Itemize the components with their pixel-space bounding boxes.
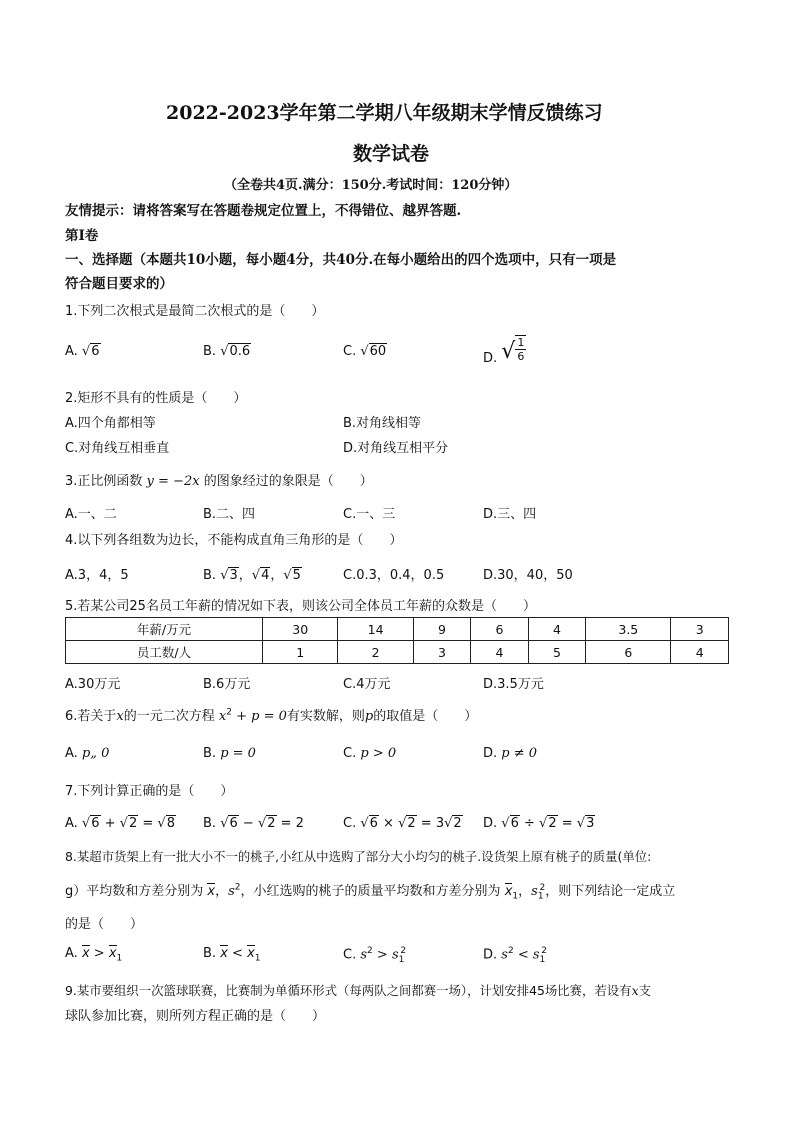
q2-option-d: D.对角线互相平分 (343, 441, 449, 456)
q8-option-d: D. $s^2 < s_1^2$ (483, 946, 548, 965)
table-cell: 3.5 (586, 618, 671, 641)
table-cell: 4 (471, 641, 528, 664)
exam-info: （全卷共4页.满分：150分.考试时间：120分钟） (224, 178, 518, 193)
table-cell: 员工数/人 (66, 641, 263, 664)
q1-option-c: C. √60 (343, 344, 387, 359)
table-cell: 6 (586, 641, 671, 664)
question-1-stem: 1.下列二次根式是最简二次根式的是（ ） (65, 304, 325, 319)
table-cell: 5 (528, 641, 585, 664)
q2-option-a: A.四个角都相等 (65, 416, 156, 431)
page-subtitle: 数学试卷 (353, 143, 430, 165)
q4-option-d: D.30，40，50 (483, 568, 573, 583)
q8-option-a: A. $x > x_1$ (65, 946, 123, 964)
q7-option-a: A. √6 + √2 = √8 (65, 816, 175, 831)
q5-option-a: A.30万元 (65, 677, 121, 692)
q3-option-d: D.三、四 (483, 507, 537, 522)
volume-label: 第I卷 (65, 228, 99, 244)
salary-table (65, 617, 729, 664)
q3-option-c: C.一、三 (343, 507, 396, 522)
q8-option-b: B. $x < x_1$ (203, 946, 261, 964)
question-2-stem: 2.矩形不具有的性质是（ ） (65, 391, 247, 406)
q1-option-d: D. √ $\frac{1}{6}$ (483, 335, 525, 366)
table-cell: 年薪/万元 (66, 618, 263, 641)
table-cell: 14 (338, 618, 413, 641)
q3-option-a: A.一、二 (65, 507, 117, 522)
question-9-line2: 球队参加比赛，则所列方程正确的是（ ） (65, 1009, 326, 1024)
table-cell: 6 (471, 618, 528, 641)
question-6-stem: 6.若关于x的一元二次方程 $x^2 + p = 0$有实数解，则p的取值是（ ） (65, 707, 478, 724)
table-cell: 4 (528, 618, 585, 641)
q7-option-b: B. √6 − √2 = 2 (203, 816, 304, 831)
question-4-stem: 4.以下列各组数为边长，不能构成直角三角形的是（ ） (65, 533, 403, 548)
question-9-line1: 9.某市要组织一次篮球联赛，比赛制为单循环形式（每两队之间都赛一场），计划安排45场比赛，若设有x支 (65, 983, 651, 998)
q1-option-b: B. √0.6 (203, 344, 251, 359)
q2-option-c: C.对角线互相垂直 (65, 441, 170, 456)
q7-option-d: D. √6 ÷ √2 = √3 (483, 816, 595, 831)
question-7-stem: 7.下列计算正确的是（ ） (65, 784, 234, 799)
friendly-tip: 友情提示：请将答案写在答题卷规定位置上，不得错位、越界答题. (65, 203, 462, 219)
q5-option-c: C.4万元 (343, 677, 391, 692)
q2-option-b: B.对角线相等 (343, 416, 422, 431)
table-cell: 3 (671, 618, 729, 641)
q8-option-c: C. $s^2 > s_1^2$ (343, 946, 407, 965)
question-8-line1: 8.某超市货架上有一批大小不一的桃子,小红从中选购了部分大小均匀的桃子.设货架上原有桃子的质量(单位: (65, 849, 652, 864)
q4-option-c: C.0.3，0.4，0.5 (343, 568, 445, 583)
q6-option-a: A. p„ 0 (65, 746, 110, 761)
page-title: 2022-2023学年第二学期八年级期末学情反馈练习 (166, 102, 603, 124)
table-cell: 1 (263, 641, 338, 664)
section-heading-line1: 一、选择题（本题共10小题，每小题4分，共40分.在每小题给出的四个选项中，只有一项是 (65, 252, 617, 268)
q5-option-d: D.3.5万元 (483, 677, 544, 692)
question-3-stem: 3.正比例函数 y = −2x 的图象经过的象限是（ ） (65, 474, 373, 489)
section-heading-line2: 符合题目要求的） (65, 276, 173, 292)
q7-option-c: C. √6 × √2 = 3√2 (343, 816, 462, 831)
table-row (66, 641, 729, 664)
q6-option-d: D. p ≠ 0 (483, 746, 538, 761)
q6-option-b: B. p = 0 (203, 746, 256, 761)
q5-option-b: B.6万元 (203, 677, 251, 692)
table-cell: 2 (338, 641, 413, 664)
table-cell: 4 (671, 641, 729, 664)
q3-option-b: B.二、四 (203, 507, 256, 522)
q4-option-a: A.3，4，5 (65, 568, 129, 583)
table-cell: 30 (263, 618, 338, 641)
question-8-line2: g）平均数和方差分别为 x，$s^2$，小红选购的桃子的质量平均数和方差分别为 $x_1$，$s_1^2$，则下列结论一定成立 (65, 882, 676, 902)
q4-option-b: B. √3，√4，√5 (203, 568, 301, 583)
q6-option-c: C. p > 0 (343, 746, 397, 761)
table-cell: 3 (413, 641, 470, 664)
table-cell: 9 (413, 618, 470, 641)
table-row (66, 618, 729, 641)
q1-option-a: A. √6 (65, 344, 100, 359)
question-8-line3: 的是（ ） (65, 917, 144, 932)
question-5-stem: 5.若某公司25名员工年薪的情况如下表，则该公司全体员工年薪的众数是（ ） (65, 599, 536, 614)
